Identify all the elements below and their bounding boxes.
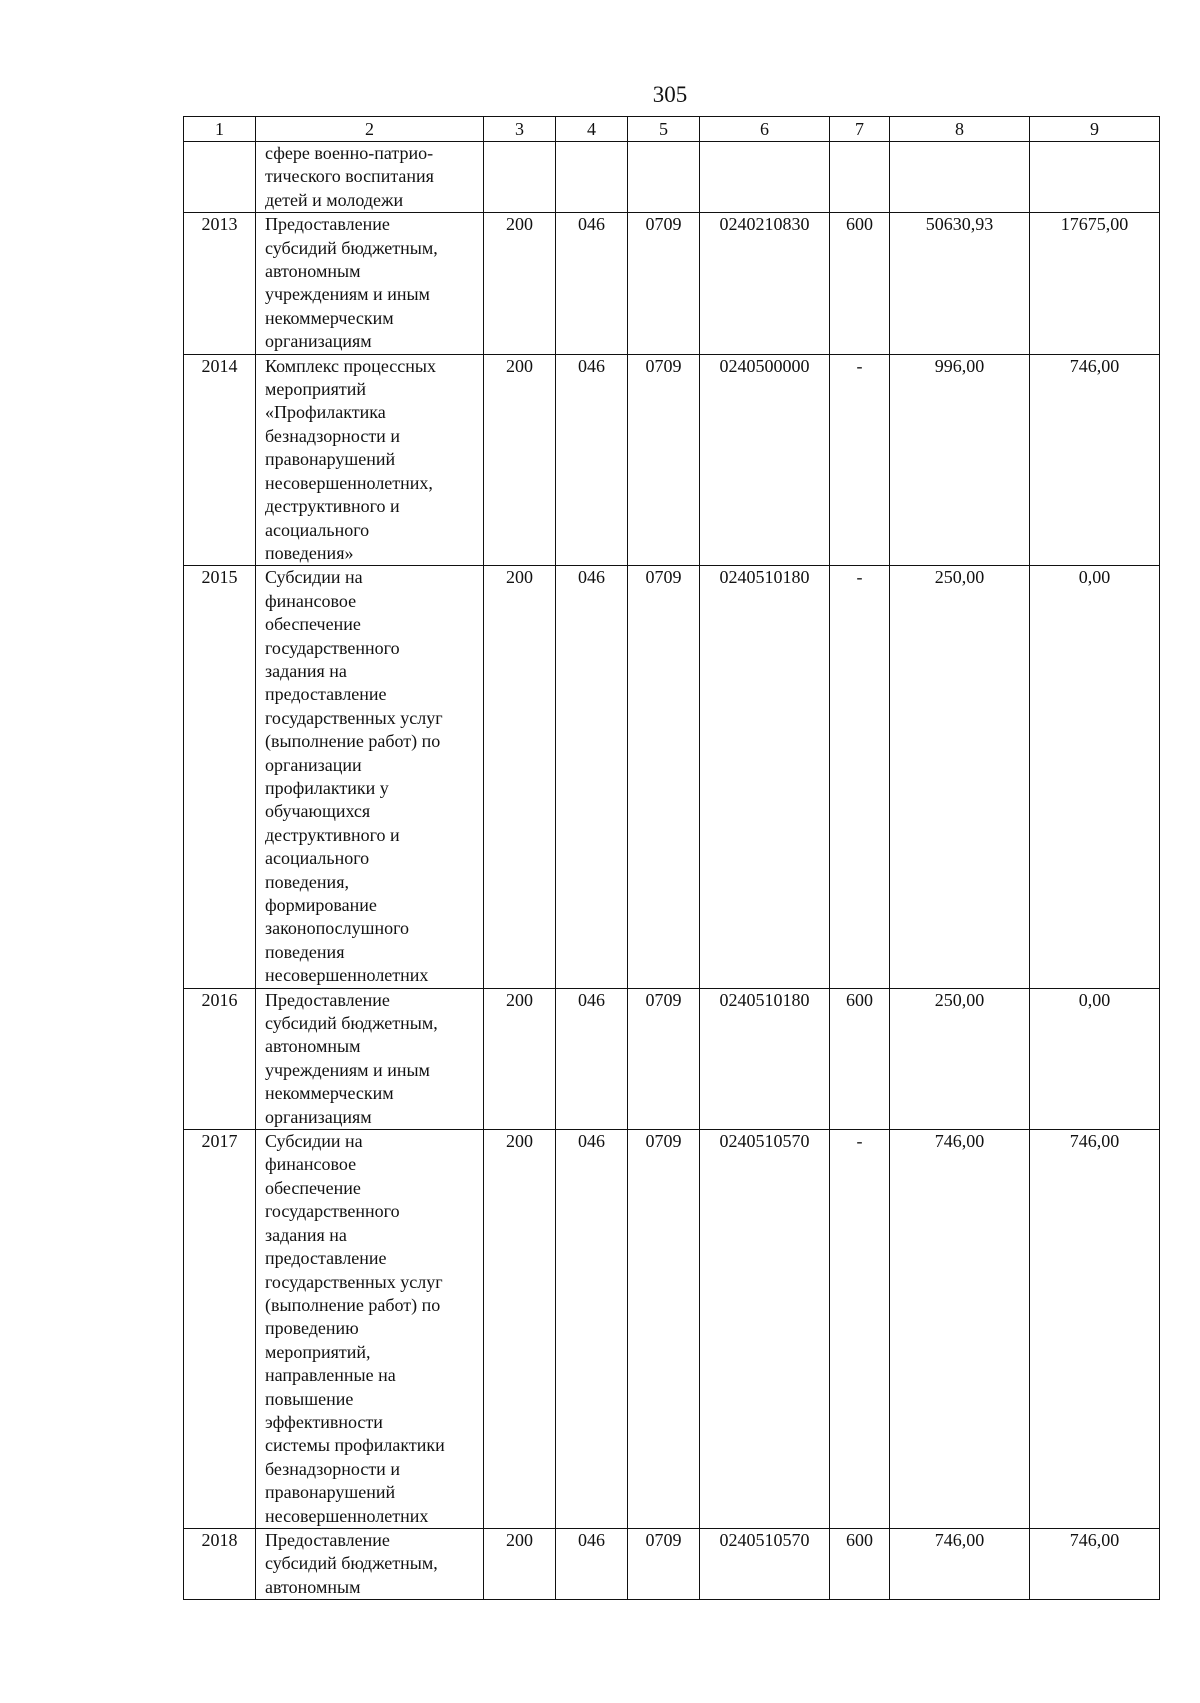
table-cell-col-9: 17675,00 [1030,213,1160,354]
table-cell-col-9: 746,00 [1030,1130,1160,1529]
table-cell-col-7: - [830,1130,890,1529]
table-cell-col-4: 046 [556,1130,628,1529]
table-cell-col-1 [184,142,256,213]
column-header-5: 5 [628,117,700,142]
table-cell-col-7: 600 [830,1528,890,1599]
table-row [184,213,1160,354]
table-cell-col-2: Комплекс процессных мероприятий «Профилактика безнадзорности и правонарушений несовершеннолетних, деструктивного и асоциального поведения» [256,354,484,566]
table-row [184,1528,1160,1599]
table-cell-col-7: 600 [830,213,890,354]
table-row [184,1130,1160,1529]
table-cell-col-1: 2018 [184,1528,256,1599]
table-header [184,117,1160,142]
table-cell-col-8: 996,00 [890,354,1030,566]
table-cell-col-8: 250,00 [890,988,1030,1129]
table-row [184,566,1160,988]
table-cell-col-2: Субсидии на финансовое обеспечение государственного задания на предоставление государственных услуг (выполнение работ) по проведению мероприятий, направленные на повышение эффективности системы профилактики безнадзорности и правонарушений несовершеннолетних [256,1130,484,1529]
table-cell-col-8: 50630,93 [890,213,1030,354]
table-cell-col-5: 0709 [628,988,700,1129]
table-cell-col-6 [700,142,830,213]
table-cell-col-9: 0,00 [1030,988,1160,1129]
table-cell-col-9 [1030,142,1160,213]
table-cell-col-6: 0240510180 [700,988,830,1129]
table-cell-col-2: Предоставление субсидий бюджетным, автономным учреждениям и иным некоммерческим организациям [256,988,484,1129]
table-cell-col-3 [484,142,556,213]
table-cell-col-1: 2015 [184,566,256,988]
table-cell-col-6: 0240500000 [700,354,830,566]
table-row [184,354,1160,566]
table-cell-col-6: 0240510570 [700,1130,830,1529]
table-cell-col-7: - [830,566,890,988]
table-cell-col-1: 2016 [184,988,256,1129]
table-cell-col-9: 746,00 [1030,354,1160,566]
table-cell-col-4: 046 [556,988,628,1129]
table-cell-col-9: 0,00 [1030,566,1160,988]
column-header-9: 9 [1030,117,1160,142]
table-cell-col-6: 0240510570 [700,1528,830,1599]
table-cell-col-5: 0709 [628,566,700,988]
table-cell-col-2: сфере военно-патрио- тического воспитания детей и молодежи [256,142,484,213]
table-cell-col-4: 046 [556,1528,628,1599]
table-cell-col-5: 0709 [628,1528,700,1599]
table-cell-col-8 [890,142,1030,213]
table-cell-col-7 [830,142,890,213]
table-row [184,988,1160,1129]
table-cell-col-5: 0709 [628,213,700,354]
page-number: 305 [652,82,688,107]
table-row [184,142,1160,213]
table-cell-col-2: Предоставление субсидий бюджетным, автономным учреждениям и иным некоммерческим организациям [256,213,484,354]
table-cell-col-3: 200 [484,1528,556,1599]
table-cell-col-1: 2017 [184,1130,256,1529]
table-cell-col-8: 746,00 [890,1130,1030,1529]
table-cell-col-4 [556,142,628,213]
table-cell-col-8: 250,00 [890,566,1030,988]
column-header-7: 7 [830,117,890,142]
table-cell-col-3: 200 [484,213,556,354]
table-cell-col-1: 2013 [184,213,256,354]
column-header-1: 1 [184,117,256,142]
table-cell-col-5 [628,142,700,213]
table-cell-col-3: 200 [484,566,556,988]
table-cell-col-2: Субсидии на финансовое обеспечение государственного задания на предоставление государственных услуг (выполнение работ) по организации профилактики у обучающихся деструктивного и асоциального поведения, формирование законопослушного поведения несовершеннолетних [256,566,484,988]
table-cell-col-9: 746,00 [1030,1528,1160,1599]
column-header-4: 4 [556,117,628,142]
budget-table [183,116,1160,1600]
table-body [184,142,1160,1600]
table-cell-col-3: 200 [484,988,556,1129]
table-cell-col-2: Предоставление субсидий бюджетным, автономным [256,1528,484,1599]
table-cell-col-7: - [830,354,890,566]
column-header-6: 6 [700,117,830,142]
table-cell-col-7: 600 [830,988,890,1129]
table-cell-col-4: 046 [556,566,628,988]
table-cell-col-3: 200 [484,354,556,566]
column-header-8: 8 [890,117,1030,142]
column-header-3: 3 [484,117,556,142]
table-cell-col-4: 046 [556,213,628,354]
header-row [184,117,1160,142]
table-cell-col-6: 0240210830 [700,213,830,354]
table-cell-col-6: 0240510180 [700,566,830,988]
table-cell-col-5: 0709 [628,1130,700,1529]
table-cell-col-5: 0709 [628,354,700,566]
table-cell-col-1: 2014 [184,354,256,566]
table-cell-col-8: 746,00 [890,1528,1030,1599]
table-cell-col-3: 200 [484,1130,556,1529]
table-cell-col-4: 046 [556,354,628,566]
column-header-2: 2 [256,117,484,142]
